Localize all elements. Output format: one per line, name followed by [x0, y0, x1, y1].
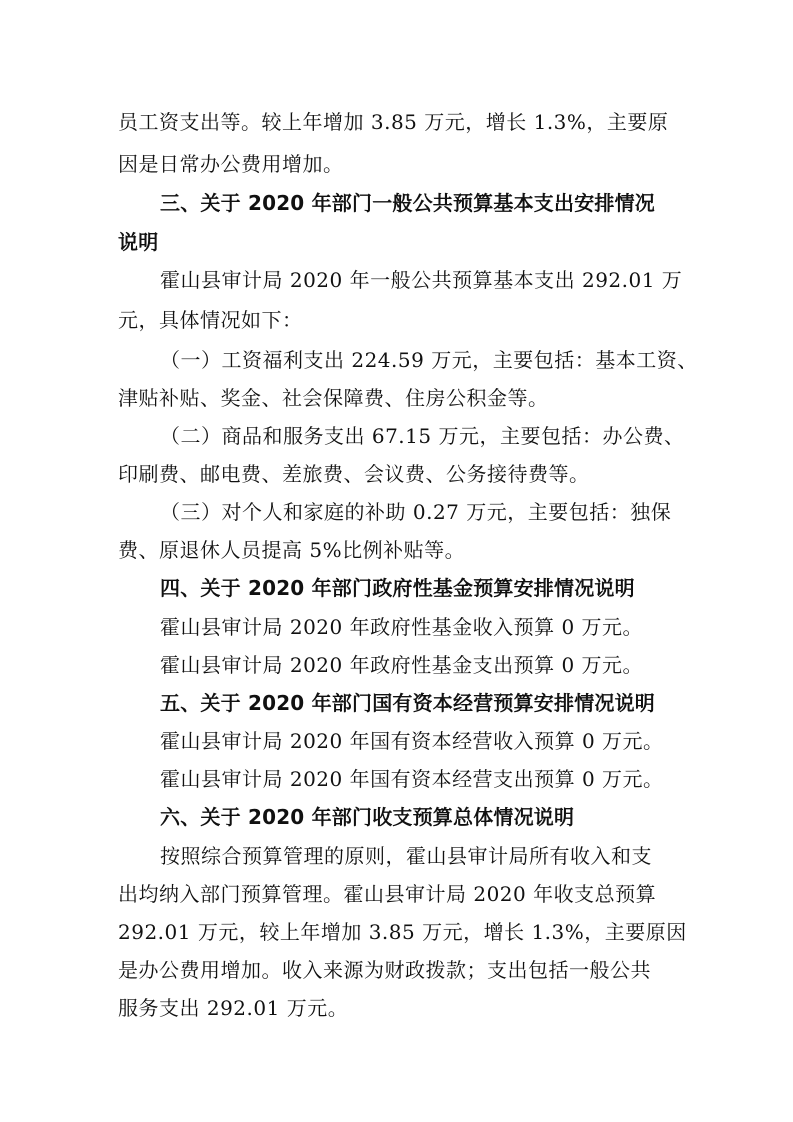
paragraph-line: 是办公费用增加。收入来源为财政拨款；支出包括一般公共: [118, 958, 651, 982]
paragraph-line: 因是日常办公费用增加。: [118, 152, 344, 176]
paragraph-line: （二）商品和服务支出 67.15 万元，主要包括：办公费、: [160, 424, 685, 448]
paragraph-line: 服务支出 292.01 万元。: [118, 996, 349, 1020]
section-heading-4: 四、关于 2020 年部门政府性基金预算安排情况说明: [160, 576, 635, 600]
paragraph-line: 印刷费、邮电费、差旅费、会议费、公务接待费等。: [118, 462, 590, 486]
paragraph-line: 霍山县审计局 2020 年一般公共预算基本支出 292.01 万: [160, 268, 683, 292]
paragraph-line: 出均纳入部门预算管理。霍山县审计局 2020 年收支总预算: [118, 882, 657, 906]
paragraph-line: 按照综合预算管理的原则，霍山县审计局所有收入和支: [160, 844, 652, 868]
paragraph-line: 员工资支出等。较上年增加 3.85 万元，增长 1.3%，主要原: [118, 110, 669, 134]
paragraph-line: 霍山县审计局 2020 年政府性基金收入预算 0 万元。: [160, 615, 644, 639]
paragraph-line: 费、原退休人员提高 5%比例补贴等。: [118, 538, 466, 562]
paragraph-line: （三）对个人和家庭的补助 0.27 万元，主要包括：独保: [160, 500, 672, 524]
paragraph-line: 霍山县审计局 2020 年政府性基金支出预算 0 万元。: [160, 653, 644, 677]
section-heading-6: 六、关于 2020 年部门收支预算总体情况说明: [160, 805, 575, 829]
section-heading-3-cont: 说明: [118, 230, 159, 254]
section-heading-3: 三、关于 2020 年部门一般公共预算基本支出安排情况: [160, 191, 655, 215]
paragraph-line: （一）工资福利支出 224.59 万元，主要包括：基本工资、: [160, 348, 698, 372]
paragraph-line: 292.01 万元，较上年增加 3.85 万元，增长 1.3%，主要原因: [118, 920, 687, 944]
paragraph-line: 元，具体情况如下：: [118, 308, 303, 332]
section-heading-5: 五、关于 2020 年部门国有资本经营预算安排情况说明: [160, 691, 655, 715]
paragraph-line: 霍山县审计局 2020 年国有资本经营收入预算 0 万元。: [160, 729, 664, 753]
paragraph-line: 霍山县审计局 2020 年国有资本经营支出预算 0 万元。: [160, 767, 664, 791]
paragraph-line: 津贴补贴、奖金、社会保障费、住房公积金等。: [118, 386, 549, 410]
